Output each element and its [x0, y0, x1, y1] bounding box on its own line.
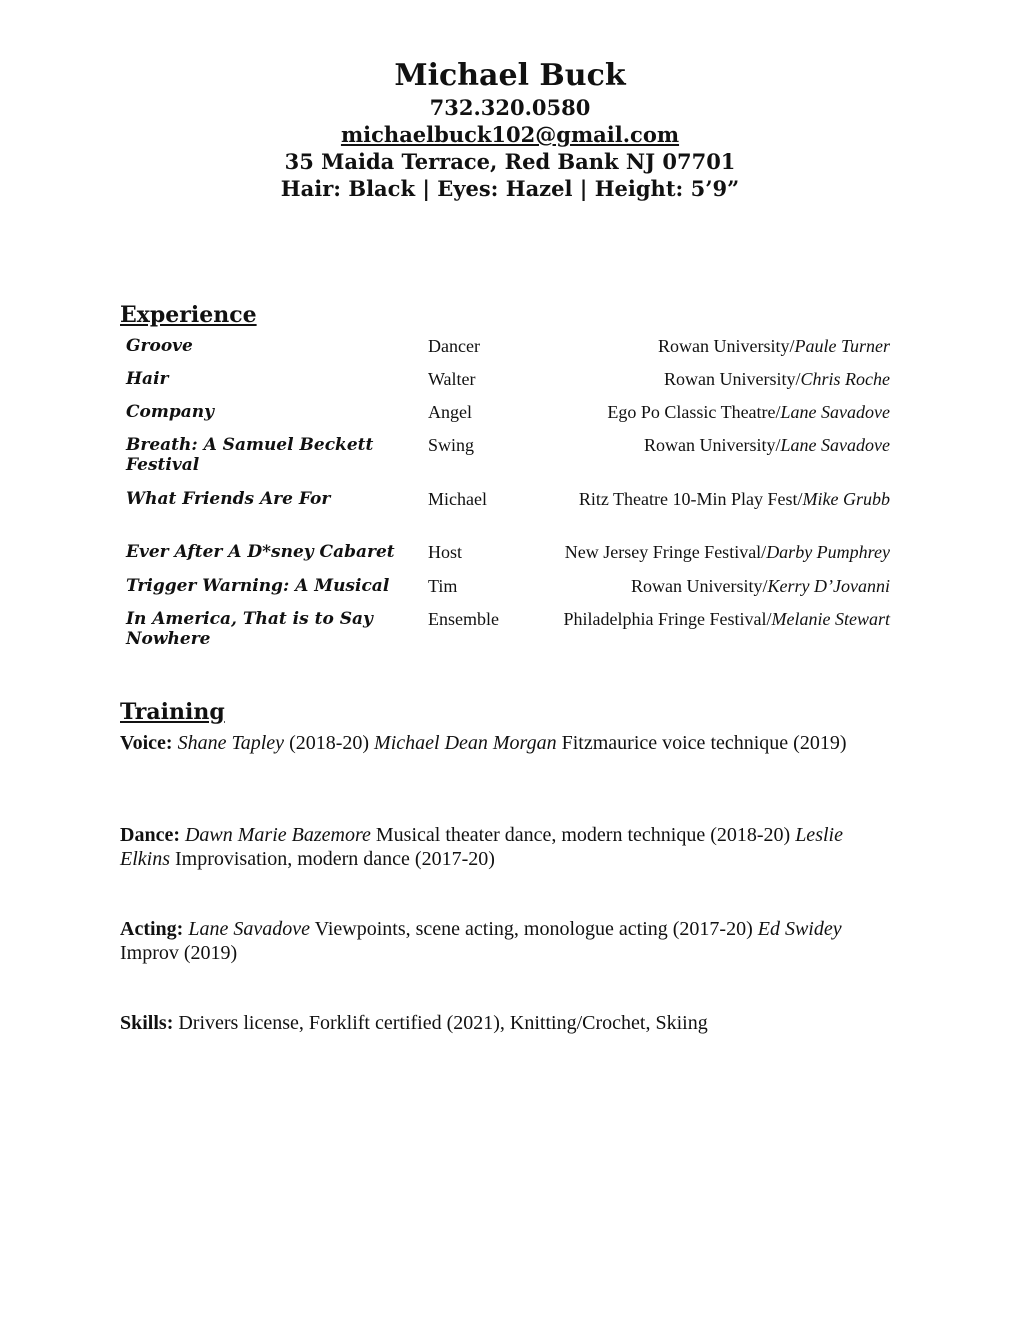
- resume-header: [0, 58, 1020, 202]
- venue-director: [664, 369, 890, 389]
- acting-label: Acting:: [120, 918, 184, 940]
- director-name: Mike Grubb: [802, 489, 890, 509]
- role-name: Michael: [428, 489, 487, 509]
- director-name: Melanie Stewart: [771, 609, 890, 629]
- training-acting: [120, 917, 890, 965]
- venue-director: [607, 402, 890, 422]
- venue-director: [564, 609, 890, 629]
- venue-name: Ritz Theatre 10-Min Play Fest/: [578, 489, 803, 509]
- role-name: Ensemble: [428, 609, 499, 629]
- dance-instructor: Dawn Marie Bazemore: [184, 824, 371, 846]
- venue-director: [644, 435, 890, 455]
- venue-director: [565, 542, 890, 562]
- voice-instructor: Shane Tapley: [177, 732, 285, 754]
- production-title: Trigger Warning: A Musical: [126, 576, 390, 596]
- dance-details: Improvisation, modern dance (2017-20): [170, 848, 495, 870]
- dance-details: Musical theater dance, modern technique (2018-20): [370, 824, 796, 846]
- email-address[interactable]: michaelbuck102@gmail.com: [340, 122, 680, 147]
- role-name: Tim: [428, 576, 458, 596]
- role-name: Angel: [428, 402, 472, 422]
- venue-name: Ego Po Classic Theatre/: [607, 402, 781, 422]
- experience-heading: Experience: [120, 302, 257, 328]
- director-name: Darby Pumphrey: [766, 542, 890, 562]
- dance-label: Dance:: [120, 824, 180, 846]
- acting-instructor: Ed Swidey: [757, 918, 842, 940]
- director-name: Lane Savadove: [780, 435, 890, 455]
- director-name: Paule Turner: [794, 336, 890, 356]
- acting-details: Improv (2019): [120, 942, 238, 964]
- production-title: In America, That is to Say Nowhere: [126, 609, 373, 649]
- acting-details: Viewpoints, scene acting, monologue acting (2017-20): [309, 918, 758, 940]
- director-name: Lane Savadove: [780, 402, 890, 422]
- role-name: Walter: [428, 369, 476, 389]
- venue-director: [579, 489, 890, 509]
- acting-instructor: Lane Savadove: [188, 918, 310, 940]
- venue-name: Philadelphia Fringe Festival/: [563, 609, 772, 629]
- production-title: Ever After A D*sney Cabaret: [126, 542, 395, 562]
- skills-label: Skills:: [120, 1012, 174, 1034]
- production-title: Groove: [126, 336, 193, 356]
- venue-name: Rowan University/: [657, 336, 795, 356]
- applicant-name: Michael Buck: [394, 58, 626, 93]
- production-title: Hair: [126, 369, 169, 389]
- role-name: Dancer: [428, 336, 480, 356]
- dance-instructor: Leslie Elkins: [120, 824, 843, 870]
- venue-director: [658, 336, 890, 356]
- role-name: Swing: [428, 435, 475, 455]
- director-name: Kerry D’Jovanni: [767, 576, 890, 596]
- skills-details: Drivers license, Forklift certified (2021), Knitting/Crochet, Skiing: [173, 1012, 708, 1034]
- training-skills: [120, 1011, 890, 1035]
- venue-name: Rowan University/: [664, 369, 801, 389]
- training-voice: [120, 731, 890, 755]
- training-heading: Training: [120, 699, 225, 725]
- venue-director: [631, 576, 890, 596]
- production-title: Company: [126, 402, 214, 422]
- phone-number: 732.320.0580: [429, 95, 591, 120]
- venue-name: Rowan University/: [631, 576, 768, 596]
- director-name: Chris Roche: [800, 369, 890, 389]
- venue-name: Rowan University/: [644, 435, 781, 455]
- venue-name: New Jersey Fringe Festival/: [564, 542, 767, 562]
- production-title: What Friends Are For: [126, 489, 331, 509]
- voice-details: (2018-20): [284, 732, 375, 754]
- voice-details: Fitzmaurice voice technique (2019): [556, 732, 847, 754]
- physical-stats: Hair: Black | Eyes: Hazel | Height: 5’9”: [280, 176, 740, 201]
- street-address: 35 Maida Terrace, Red Bank NJ 07701: [284, 149, 736, 174]
- role-name: Host: [428, 542, 463, 562]
- voice-instructor: Michael Dean Morgan: [374, 732, 557, 754]
- production-title: Breath: A Samuel Beckett Festival: [126, 435, 374, 475]
- voice-label: Voice:: [120, 732, 173, 754]
- training-dance: [120, 823, 890, 871]
